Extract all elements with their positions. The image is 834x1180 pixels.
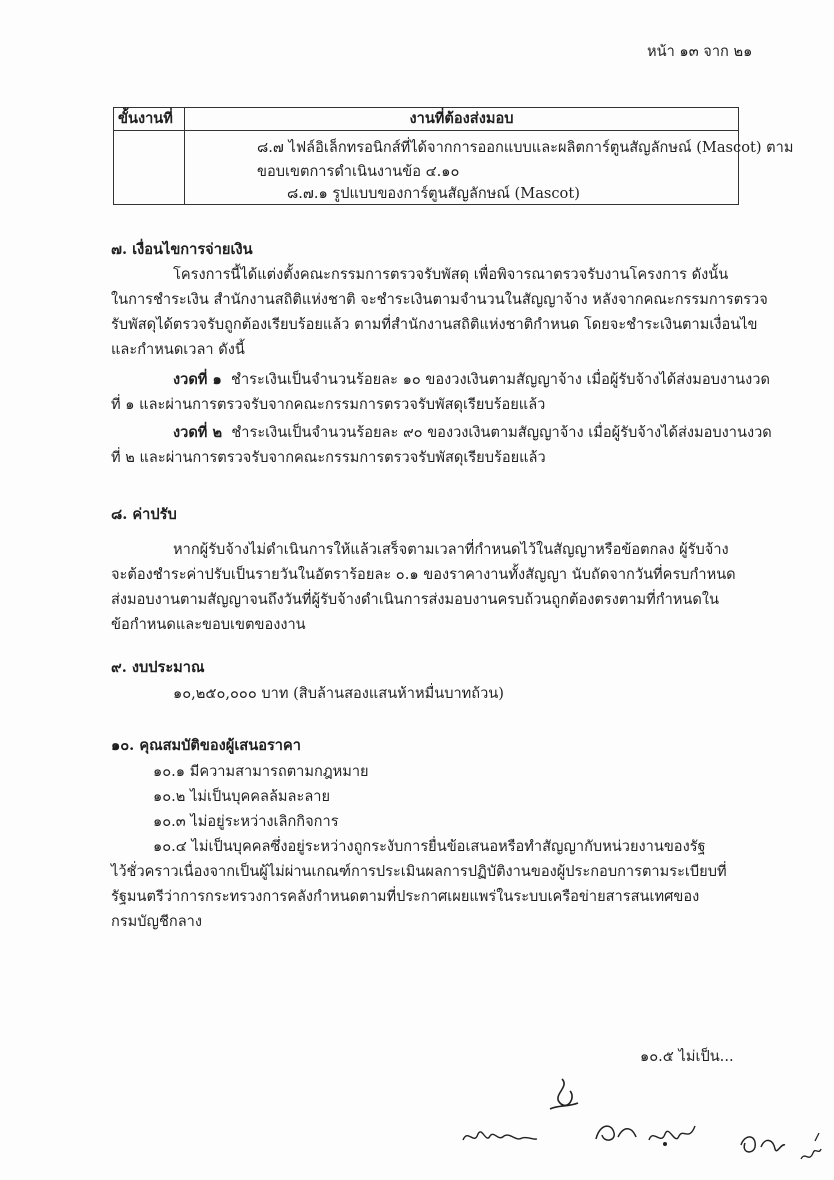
installment-1-cont: ที่ ๑ และผ่านการตรวจรับจากคณะกรรมการตรวจรับพัสดุเรียบร้อยแล้ว [111,396,546,413]
installment-1-text: ชำระเงินเป็นจำนวนร้อยละ ๑๐ ของวงเงินตามสัญญาจ้าง เมื่อผู้รับจ้างได้ส่งมอบงานงวด [231,371,770,388]
qualification-item-cont: ไว้ชั่วคราวเนื่องจากเป็นผู้ไม่ผ่านเกณฑ์การประเมินผลการปฏิบัติงานของผู้ประกอบการตามระเบียบที่ [111,863,727,880]
section-7-heading: ๗. เงื่อนไขการจ่ายเงิน [111,241,253,258]
installment-2-label: งวดที่ ๒ [173,424,223,441]
budget-amount: ๑๐,๒๕๐,๐๐๐ บาท (สิบล้านสองแสนห้าหมื่นบาทถ้วน) [173,685,504,702]
section-7-line: และกำหนดเวลา ดังนี้ [111,341,245,358]
section-7-line: ในการชำระเงิน สำนักงานสถิติแห่งชาติ จะชำระเงินตามจำนวนในสัญญาจ้าง หลังจากคณะกรรมการตรวจ [111,291,768,308]
page-number: หน้า ๑๓ จาก ๒๑ [647,43,753,60]
deliverables-table [113,107,794,205]
section-7-line: โครงการนี้ได้แต่งตั้งคณะกรรมการตรวจรับพัสดุ เพื่อพิจารณาตรวจรับงานโครงการ ดังนั้น [173,266,729,283]
section-9-heading: ๙. งบประมาณ [111,659,205,676]
table-cell-step [114,131,185,205]
installment-1 [173,368,770,391]
signature-4 [735,1125,825,1170]
signature-3 [645,1118,700,1153]
signature-mark-top [540,1075,590,1120]
section-8-line: ส่งมอบงานตามสัญญาจนถึงวันที่ผู้รับจ้างดำเนินการส่งมอบงานครบถ้วนถูกต้องตรงตามที่กำหนดใน [111,591,719,608]
qualification-item-cont: กรมบัญชีกลาง [111,913,202,930]
table-header-row [114,108,739,131]
section-10-heading: ๑๐. คุณสมบัติของผู้เสนอราคา [111,737,301,754]
installment-2-cont: ที่ ๒ และผ่านการตรวจรับจากคณะกรรมการตรวจรับพัสดุเรียบร้อยแล้ว [111,449,546,466]
installment-2-text: ชำระเงินเป็นจำนวนร้อยละ ๙๐ ของวงเงินตามสัญญาจ้าง เมื่อผู้รับจ้างได้ส่งมอบงานงวด [231,424,772,441]
qualification-item-cont: รัฐมนตรีว่าการกระทรวงการคลังกำหนดตามที่ประกาศเผยแพร่ในระบบเครือข่ายสารสนเทศของ [111,888,700,905]
table-row [114,131,739,205]
installment-1-label: งวดที่ ๑ [173,371,222,388]
deliverable-line-1: ๘.๗ ไฟล์อิเล็กทรอนิกส์ที่ได้จากการออกแบบและผลิตการ์ตูนสัญลักษณ์ (Mascot) ตาม [257,139,794,156]
signature-1 [460,1122,540,1152]
deliverable-line-2: ขอบเขตการดำเนินงานข้อ ๔.๑๐ [257,163,460,180]
table-cell-deliverable [185,131,794,205]
col-header-step: ขั้นงานที่ [114,108,185,131]
qualification-item: ๑๐.๒ ไม่เป็นบุคคลล้มละลาย [153,788,331,805]
installment-2 [173,421,772,444]
qualification-item: ๑๐.๔ ไม่เป็นบุคคลซึ่งอยู่ระหว่างถูกระงับการยื่นข้อเสนอหรือทำสัญญากับหน่วยงานของรัฐ [153,838,706,855]
deliverable-line-3: ๘.๗.๑ รูปแบบของการ์ตูนสัญลักษณ์ (Mascot) [287,185,580,202]
section-8-heading: ๘. ค่าปรับ [111,506,177,523]
section-7-line: รับพัสดุได้ตรวจรับถูกต้องเรียบร้อยแล้ว ตามที่สำนักงานสถิติแห่งชาติกำหนด โดยจะชำระเงินตามเงื่อนไข [111,316,758,333]
section-8-line: จะต้องชำระค่าปรับเป็นรายวันในอัตราร้อยละ ๐.๑ ของราคางานทั้งสัญญา นับถัดจากวันที่ครบกำหนด [111,566,736,583]
section-8-line: หากผู้รับจ้างไม่ดำเนินการให้แล้วเสร็จตามเวลาที่กำหนดไว้ในสัญญาหรือข้อตกลง ผู้รับจ้าง [173,541,729,558]
col-header-deliverable: งานที่ต้องส่งมอบ [185,108,739,131]
section-8-line: ข้อกำหนดและขอบเขตของงาน [111,616,306,633]
qualification-item: ๑๐.๑ มีความสามารถตามกฎหมาย [153,763,369,780]
qualification-item: ๑๐.๓ ไม่อยู่ระหว่างเลิกกิจการ [153,813,339,830]
signature-2 [590,1115,640,1150]
continuation-text: ๑๐.๕ ไม่เป็น... [640,1048,734,1065]
